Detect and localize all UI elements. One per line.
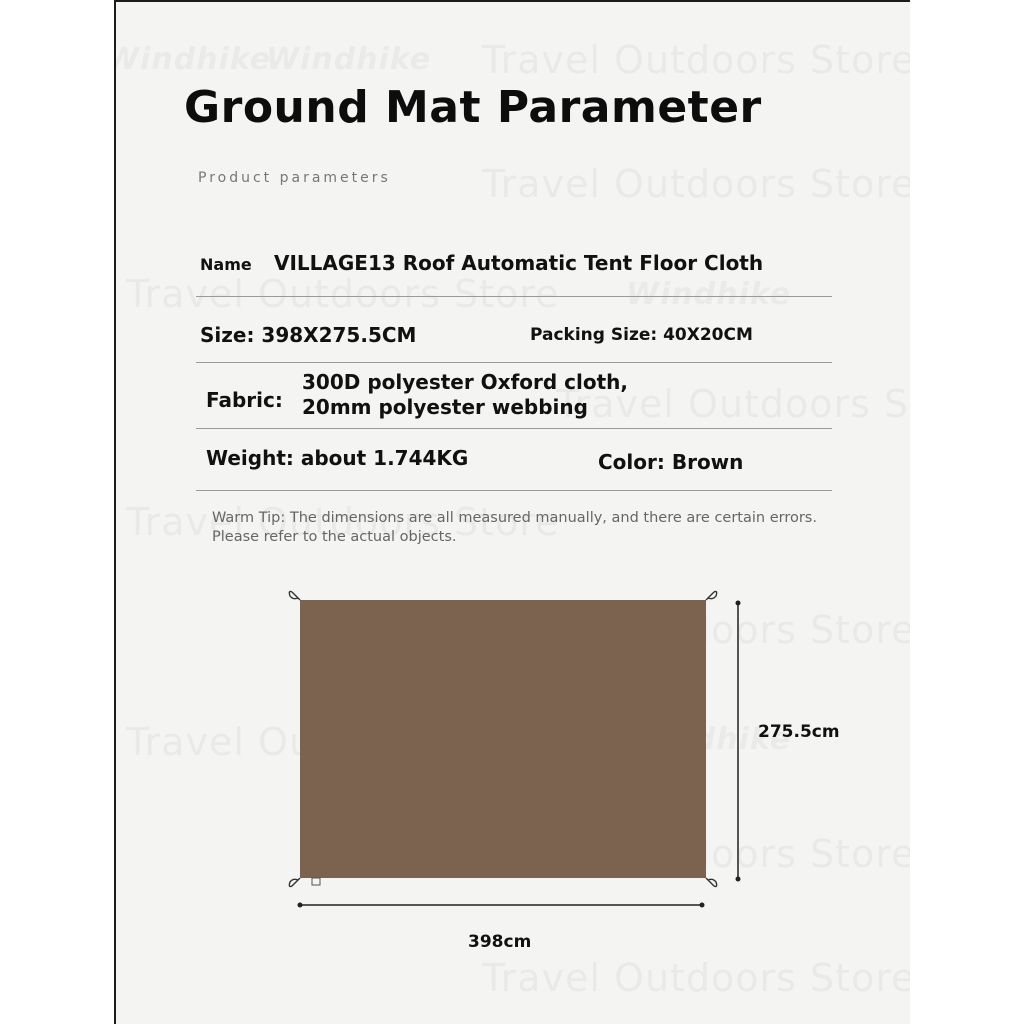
weight-value: Weight: about 1.744KG bbox=[206, 446, 469, 470]
height-dimension-label: 275.5cm bbox=[758, 722, 840, 742]
fabric-line: 20mm polyester webbing bbox=[302, 395, 588, 419]
product-tag bbox=[312, 878, 320, 885]
name-value: VILLAGE13 Roof Automatic Tent Floor Cloth bbox=[274, 251, 764, 275]
width-dimension-line bbox=[298, 903, 705, 908]
color-value: Color: Brown bbox=[598, 450, 744, 474]
packing-size-value: Packing Size: 40X20CM bbox=[530, 325, 753, 345]
page-title: Ground Mat Parameter bbox=[184, 82, 762, 133]
warm-tip-line: Warm Tip: The dimensions are all measured manually, and there are certain errors. bbox=[212, 510, 817, 526]
product-panel bbox=[114, 0, 910, 1024]
fabric-line: 300D polyester Oxford cloth, bbox=[302, 370, 629, 394]
ground-mat-diagram bbox=[116, 2, 910, 1024]
section-subtitle: Product parameters bbox=[198, 170, 391, 186]
width-dimension-label: 398cm bbox=[468, 932, 532, 952]
size-value: Size: 398X275.5CM bbox=[200, 323, 417, 347]
fabric-label: Fabric: bbox=[206, 388, 283, 412]
ground-mat bbox=[300, 600, 706, 878]
name-label: Name bbox=[200, 255, 252, 274]
warm-tip-line: Please refer to the actual objects. bbox=[212, 529, 457, 545]
height-dimension-line bbox=[736, 601, 741, 882]
